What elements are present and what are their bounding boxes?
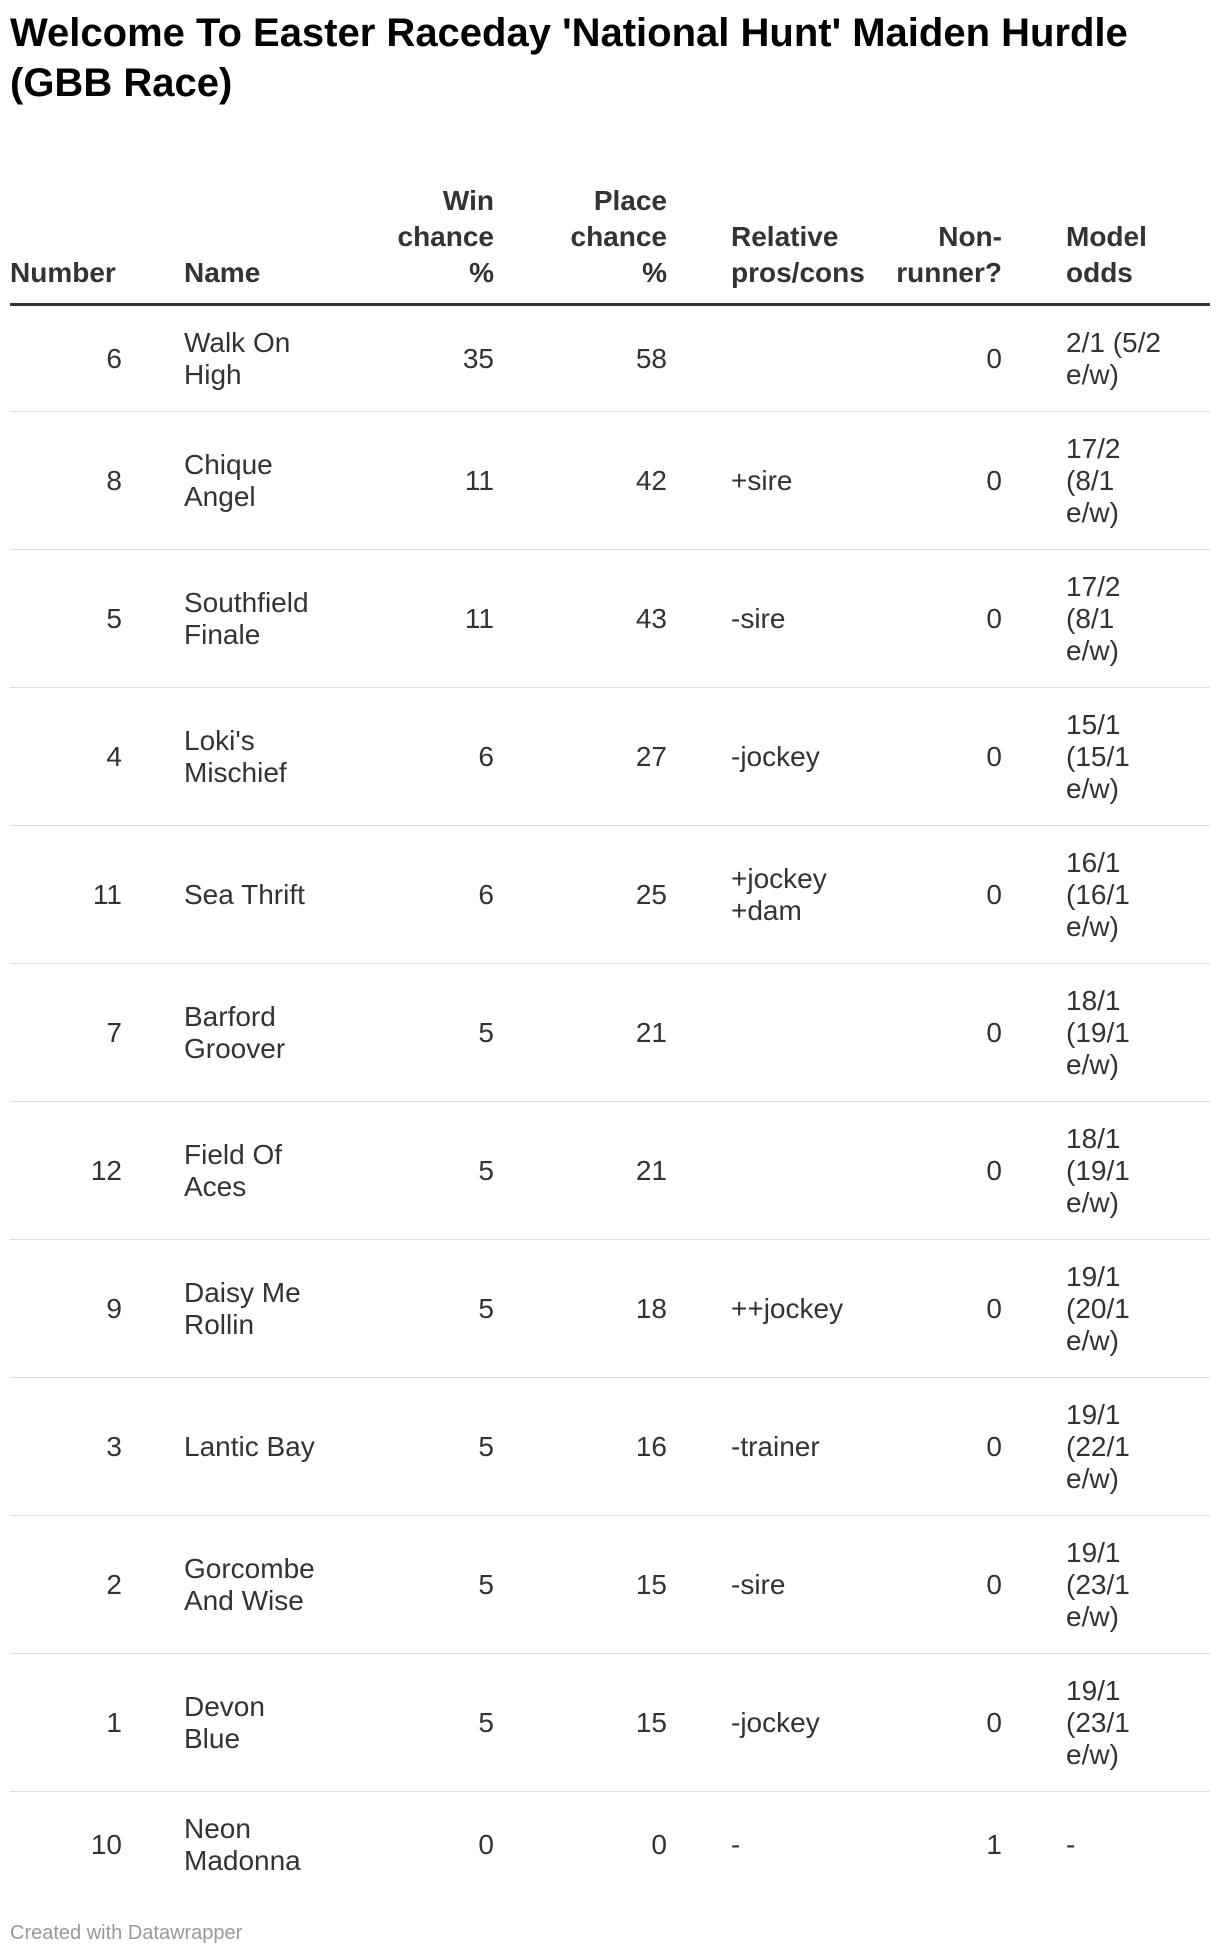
cell-spacer [1002,412,1066,550]
cell-pros-cons: ++jockey [731,1240,871,1378]
cell-number: 1 [10,1654,122,1792]
cell-win-chance: 35 [384,305,494,412]
table-row [10,826,1210,964]
col-header-model-odds: Model odds [1066,157,1210,305]
cell-win-chance: 5 [384,1516,494,1654]
cell-spacer [667,1792,731,1899]
cell-name: Field Of Aces [184,1102,384,1240]
cell-spacer [667,688,731,826]
cell-model-odds: 19/1 (20/1 e/w) [1066,1240,1210,1378]
cell-number: 11 [10,826,122,964]
cell-spacer [667,826,731,964]
cell-spacer [667,550,731,688]
col-header-pros-cons: Relative pros/cons [731,157,871,305]
cell-number: 3 [10,1378,122,1516]
cell-win-chance: 11 [384,550,494,688]
cell-name: Sea Thrift [184,826,384,964]
col-header-place-chance: Place chance % [494,157,667,305]
cell-spacer [1002,1516,1066,1654]
cell-pros-cons [731,305,871,412]
cell-model-odds: 19/1 (23/1 e/w) [1066,1654,1210,1792]
cell-place-chance: 21 [494,964,667,1102]
cell-spacer [122,1792,184,1899]
cell-pros-cons: -jockey [731,1654,871,1792]
race-table [10,157,1210,1899]
cell-name: Daisy Me Rollin [184,1240,384,1378]
cell-name: Lantic Bay [184,1378,384,1516]
cell-model-odds: 2/1 (5/2 e/w) [1066,305,1210,412]
cell-model-odds: 15/1 (15/1 e/w) [1066,688,1210,826]
cell-non-runner: 0 [871,826,1002,964]
cell-non-runner: 0 [871,305,1002,412]
cell-name: Gorcombe And Wise [184,1516,384,1654]
cell-place-chance: 58 [494,305,667,412]
cell-spacer [122,688,184,826]
cell-win-chance: 5 [384,1102,494,1240]
table-row [10,305,1210,412]
cell-place-chance: 16 [494,1378,667,1516]
cell-name: Chique Angel [184,412,384,550]
cell-spacer [1002,550,1066,688]
cell-spacer [667,964,731,1102]
cell-model-odds: 17/2 (8/1 e/w) [1066,550,1210,688]
cell-place-chance: 42 [494,412,667,550]
cell-non-runner: 0 [871,412,1002,550]
cell-spacer [122,1240,184,1378]
cell-win-chance: 5 [384,1240,494,1378]
col-header-number: Number [10,157,122,305]
cell-spacer [1002,826,1066,964]
cell-number: 7 [10,964,122,1102]
cell-spacer [667,1516,731,1654]
col-header-name: Name [184,157,384,305]
cell-non-runner: 0 [871,1516,1002,1654]
cell-spacer [122,1654,184,1792]
cell-spacer [1002,1102,1066,1240]
cell-name: Barford Groover [184,964,384,1102]
cell-place-chance: 25 [494,826,667,964]
cell-win-chance: 6 [384,826,494,964]
cell-non-runner: 0 [871,1654,1002,1792]
table-row [10,1240,1210,1378]
cell-number: 9 [10,1240,122,1378]
cell-place-chance: 21 [494,1102,667,1240]
cell-non-runner: 0 [871,1102,1002,1240]
cell-non-runner: 0 [871,1378,1002,1516]
table-row [10,1516,1210,1654]
cell-spacer [667,1378,731,1516]
cell-place-chance: 27 [494,688,667,826]
cell-place-chance: 43 [494,550,667,688]
table-row [10,1378,1210,1516]
cell-place-chance: 15 [494,1516,667,1654]
cell-spacer [1002,1654,1066,1792]
cell-pros-cons: +jockey +dam [731,826,871,964]
cell-non-runner: 0 [871,964,1002,1102]
cell-number: 6 [10,305,122,412]
header-row [10,157,1210,305]
table-row [10,1102,1210,1240]
cell-pros-cons: -jockey [731,688,871,826]
cell-win-chance: 5 [384,1378,494,1516]
cell-number: 2 [10,1516,122,1654]
table-row [10,1654,1210,1792]
cell-number: 5 [10,550,122,688]
cell-spacer [122,826,184,964]
cell-win-chance: 5 [384,1654,494,1792]
chart-title: Welcome To Easter Raceday 'National Hunt' Maiden Hurdle (GBB Race) [10,11,1128,105]
cell-spacer [122,305,184,412]
cell-win-chance: 6 [384,688,494,826]
cell-pros-cons [731,1102,871,1240]
cell-non-runner: 0 [871,550,1002,688]
cell-name: Loki's Mischief [184,688,384,826]
header-spacer [1002,157,1066,305]
cell-number: 12 [10,1102,122,1240]
cell-name: Walk On High [184,305,384,412]
cell-spacer [122,1378,184,1516]
cell-place-chance: 18 [494,1240,667,1378]
cell-spacer [122,964,184,1102]
cell-name: Devon Blue [184,1654,384,1792]
cell-model-odds: 16/1 (16/1 e/w) [1066,826,1210,964]
cell-name: Neon Madonna [184,1813,301,1877]
cell-pros-cons: - [731,1829,741,1861]
cell-spacer [667,1240,731,1378]
footer-credit: Created with Datawrapper [10,1922,243,1944]
cell-model-odds: 18/1 (19/1 e/w) [1066,1102,1210,1240]
header-spacer [667,157,731,305]
cell-name: Southfield Finale [184,550,384,688]
cell-pros-cons: +sire [731,412,871,550]
cell-place-chance: 15 [494,1654,667,1792]
cell-pros-cons: -sire [731,550,871,688]
table-row [10,688,1210,826]
cell-spacer [122,1102,184,1240]
cell-spacer [667,1102,731,1240]
col-header-non-runner: Non- runner? [871,157,1002,305]
header-spacer [122,157,184,305]
cell-model-odds: 18/1 (19/1 e/w) [1066,964,1210,1102]
table-row [10,550,1210,688]
cell-number: 4 [10,688,122,826]
table-row [10,1792,1210,1899]
cell-spacer [122,1516,184,1654]
cell-non-runner: 1 [986,1829,1002,1861]
cell-spacer [1002,688,1066,826]
cell-place-chance: 0 [651,1829,667,1861]
cell-model-odds: - [1066,1829,1076,1861]
cell-win-chance: 11 [384,412,494,550]
table-row [10,964,1210,1102]
cell-pros-cons: -trainer [731,1378,871,1516]
table-body [10,305,1210,1899]
col-header-win-chance: Win chance % [384,157,494,305]
cell-spacer [667,412,731,550]
cell-number: 8 [10,412,122,550]
cell-spacer [1002,1240,1066,1378]
table-row [10,412,1210,550]
cell-spacer [122,412,184,550]
cell-non-runner: 0 [871,1240,1002,1378]
cell-spacer [1002,964,1066,1102]
cell-spacer [1002,1792,1066,1899]
cell-pros-cons: -sire [731,1516,871,1654]
cell-pros-cons [731,964,871,1102]
cell-non-runner: 0 [871,688,1002,826]
cell-spacer [1002,305,1066,412]
cell-spacer [122,550,184,688]
cell-model-odds: 17/2 (8/1 e/w) [1066,412,1210,550]
cell-model-odds: 19/1 (23/1 e/w) [1066,1516,1210,1654]
cell-win-chance: 0 [478,1829,494,1861]
cell-number: 10 [90,1829,122,1861]
cell-win-chance: 5 [384,964,494,1102]
cell-spacer [1002,1378,1066,1516]
cell-spacer [667,305,731,412]
cell-model-odds: 19/1 (22/1 e/w) [1066,1378,1210,1516]
cell-spacer [667,1654,731,1792]
